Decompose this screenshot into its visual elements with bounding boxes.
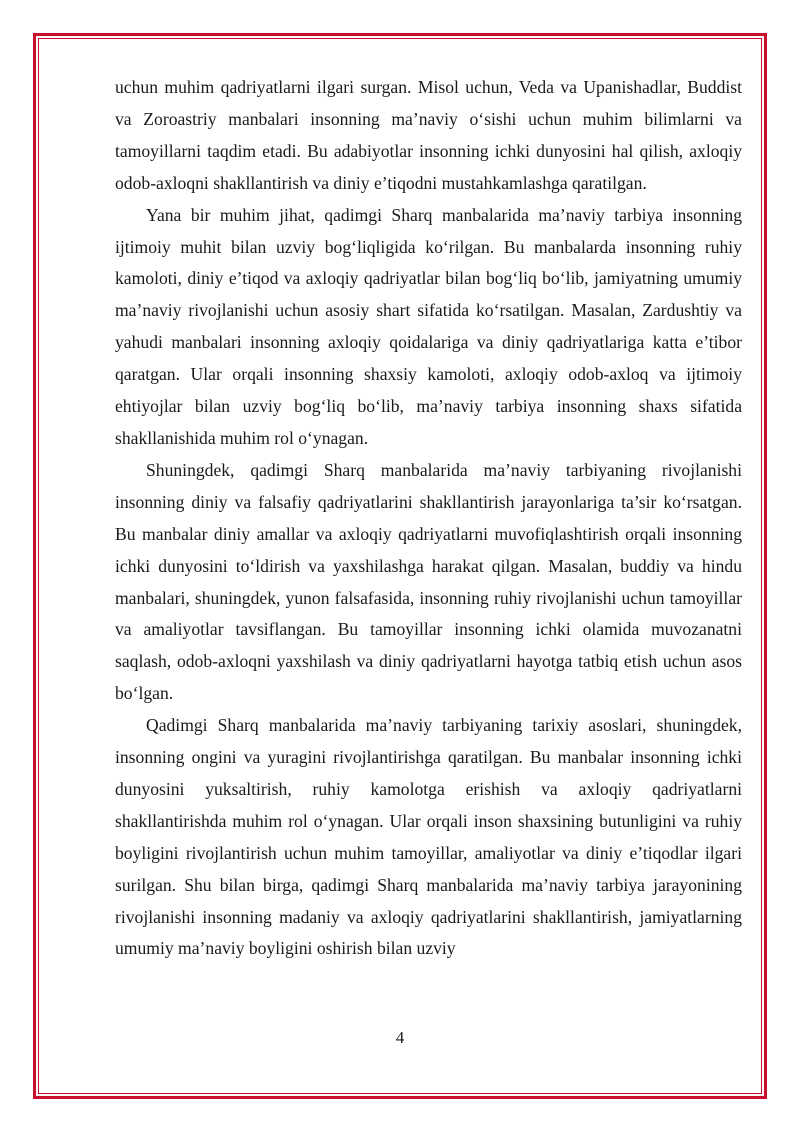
paragraph-4: Qadimgi Sharq manbalarida ma’naviy tarbiyaning tarixiy asoslari, shuningdek, insonning ongini va yuragini rivojlantirishga qaratilgan. Bu manbalar insonning ichki dunyosini yuksaltirish, ruhiy kamolotga erishish va axloqiy qadriyatlarni shakllantirishda muhim rol o‘ynagan. Ular orqali inson shaxsining butunligini va ruhiy boyligini rivojlantirish uchun muhim tamoyillar, amaliyotlar va diniy e’tiqodlar ilgari surilgan. Shu bilan birga, qadimgi Sharq manbalarida ma’naviy tarbiya jarayonining rivojlanishi insonning madaniy va axloqiy qadriyatlarini shakllantirish, jamiyatlarning umumiy ma’naviy boyligini oshirish bilan uzviy [115,715,742,959]
page-number: 4 [395,1028,405,1047]
paragraph-3: Shuningdek, qadimgi Sharq manbalarida ma’naviy tarbiyaning rivojlanishi insonning diniy va falsafiy qadriyatlarini shakllantirish jarayonlariga ta’sir ko‘rsatgan. Bu manbalar diniy amallar va axloqiy qadriyatlarni muvofiqlashtirish orqali insonning ichki dunyosini to‘ldirish va yaxshilashga harakat qilgan. Masalan, buddiy va hindu manbalari, shuningdek, yunon falsafasida, insonning ruhiy rivojlanishi uchun tamoyillar va amaliyotlar tavsiflangan. Bu tamoyillar insonning ichki olamida muvozanatni saqlash, odob-axloqni yaxshilash va diniy qadriyatlarni hayotga tatbiq etish uchun asos bo‘lgan. [115,459,742,704]
paragraph-1: uchun muhim qadriyatlarni ilgari surgan. Misol uchun, Veda va Upanishadlar, Buddist va Zoroastriy manbalari insonning ma’naviy o‘sishi uchun muhim bilimlarni va tamoyillarni taqdim etadi. Bu adabiyotlar insonning ichki dunyosini hal qilish, axloqiy odob-axloqni shakllantirish va diniy e’tiqodni mustahkamlashga qaratilgan. [115,77,742,193]
paragraph-2: Yana bir muhim jihat, qadimgi Sharq manbalarida ma’naviy tarbiya insonning ijtimoiy muhit bilan uzviy bog‘liqligida ko‘rilgan. Bu manbalarda insonning ruhiy kamoloti, diniy e’tiqod va axloqiy qadriyatlar bilan bog‘liq bo‘lib, jamiyatning umumiy ma’naviy rivojlanishi uchun asosiy shart sifatida ko‘rsatilgan. Masalan, Zardushtiy va yahudi manbalari insonning axloqiy qoidalariga va diniy qadriyatlariga katta e’tibor qaratgan. Ular orqali insonning shaxsiy kamoloti, axloqiy odob-axloq va ijtimoiy ehtiyojlar bilan uzviy bog‘liq bo‘lib, ma’naviy tarbiya insonning shaxs sifatida shakllanishida muhim rol o‘ynagan. [115,204,742,448]
document-body [115,72,742,965]
